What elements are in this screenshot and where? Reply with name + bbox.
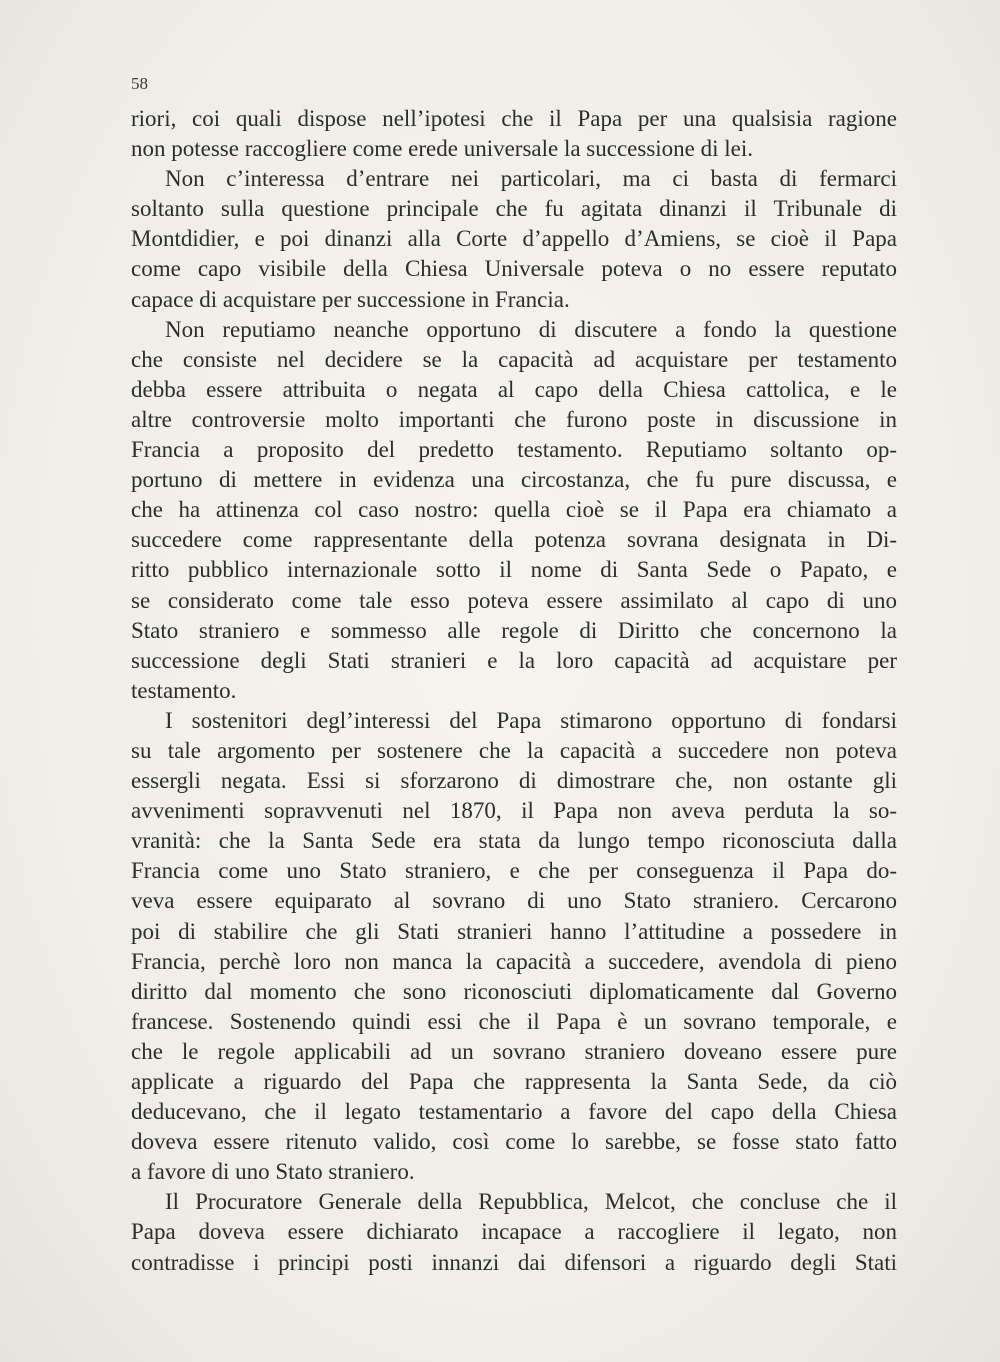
page-number: 58 [131,74,148,93]
paragraph [131,706,897,1188]
text-line: applicate a riguardo del Papa che rappresenta la Santa Sede, da ciò [131,1069,897,1094]
text-line: vranità: che la Santa Sede era stata da lungo tempo riconosciuta dalla [131,828,897,854]
text-line: debba essere attribuita o negata al capo della Chiesa cattolica, e le [131,376,897,402]
text-line: veva essere equiparato al sovrano di uno Stato straniero. Cercarono [131,888,897,914]
text-line: come capo visibile della Chiesa Universale poteva o no essere reputato [131,256,897,282]
text-line: Stato straniero e sommesso alle regole di Diritto che concernono la [131,617,897,643]
text-line: non potesse raccogliere come erede universale la successione di lei. [131,136,754,162]
paragraph [131,1187,897,1277]
text-line: testamento. [131,677,237,703]
text-line: diritto dal momento che sono riconosciuti diplomaticamente dal Governo [131,978,897,1004]
text-line: Non c’interessa d’entrare nei particolari, ma ci basta di fermarci [165,166,897,192]
paragraph [131,164,897,314]
text-line: deducevano, che il legato testamentario a favore del capo della Chiesa [131,1099,897,1125]
text-line: Non reputiamo neanche opportuno di discutere a fondo la questione [165,316,897,342]
text-line: capace di acquistare per successione in Francia. [131,286,570,312]
text-line: ritto pubblico internazionale sotto il nome di Santa Sede o Papato, e [131,557,897,583]
text-line: avvenimenti sopravvenuti nel 1870, il Papa non aveva perduta la so- [131,798,897,824]
body-text [131,104,897,1278]
text-line: su tale argomento per sostenere che la capacità a succedere non poteva [131,737,897,763]
text-line: essergli negata. Essi si sforzarono di dimostrare che, non ostante gli [131,768,897,794]
text-line: francese. Sostenendo quindi essi che il Papa è un sovrano temporale, e [131,1008,897,1034]
text-line: riori, coi quali dispose nell’ipotesi che il Papa per una qualsisia ragione [131,106,897,131]
text-line: altre controversie molto importanti che furono poste in discussione in [131,406,897,432]
text-line: Francia a proposito del predetto testamento. Reputiamo soltanto op- [131,437,897,463]
text-line: doveva essere ritenuto valido, così come lo sarebbe, se fosse stato fatto [131,1129,897,1155]
text-line: Francia come uno Stato straniero, e che per conseguenza il Papa do- [131,858,897,884]
text-line: poi di stabilire che gli Stati stranieri hanno l’attitudine a possedere in [131,918,897,944]
text-line: Il Procuratore Generale della Repubblica, Melcot, che concluse che il [165,1189,897,1215]
text-line: Papa doveva essere dichiarato incapace a raccogliere il legato, non [131,1219,897,1245]
text-line: che consiste nel decidere se la capacità ad acquistare per testamento [131,346,897,372]
paragraph [131,315,897,706]
paragraph [131,104,897,164]
text-line: a favore di uno Stato straniero. [131,1159,415,1185]
text-line: che le regole applicabili ad un sovrano straniero doveano essere pure [131,1038,897,1064]
text-line: se considerato come tale esso poteva essere assimilato al capo di uno [131,587,897,613]
text-line: contradisse i principi posti innanzi dai difensori a riguardo degli Stati [131,1249,897,1275]
text-line: portuno di mettere in evidenza una circostanza, che fu pure discussa, e [131,467,897,493]
text-line: che ha attinenza col caso nostro: quella cioè se il Papa era chiamato a [131,497,897,523]
text-line: Francia, perchè loro non manca la capacità a succedere, avendola di pieno [131,948,897,974]
text-line: succedere come rappresentante della potenza sovrana designata in Di- [131,527,897,553]
text-line: soltanto sulla questione principale che fu agitata dinanzi il Tribunale di [131,196,897,222]
text-line: I sostenitori degl’interessi del Papa stimarono opportuno di fondarsi [165,707,897,733]
text-line: successione degli Stati stranieri e la loro capacità ad acquistare per [131,647,897,673]
text-line: Montdidier, e poi dinanzi alla Corte d’appello d’Amiens, se cioè il Papa [131,226,897,252]
